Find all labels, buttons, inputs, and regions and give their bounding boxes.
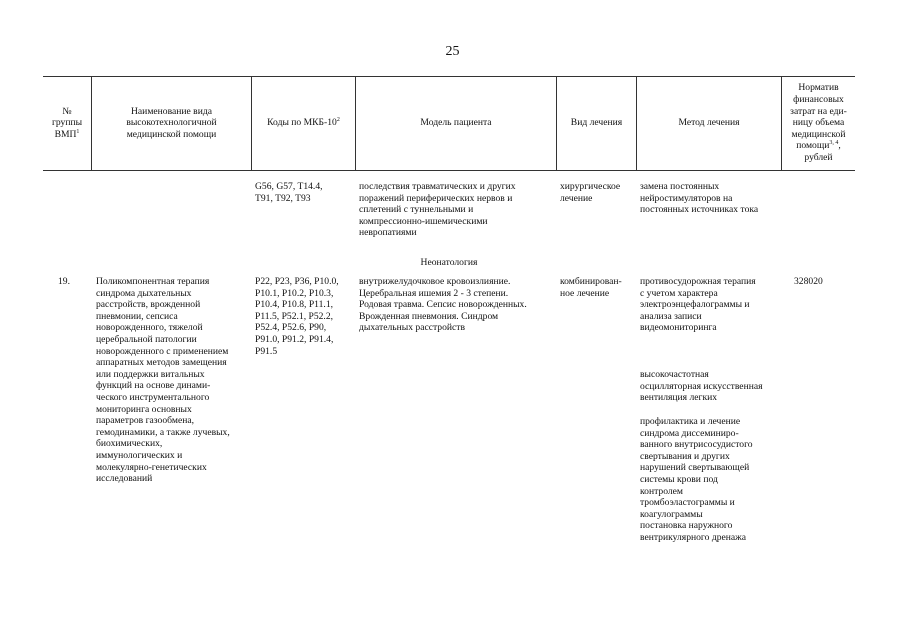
row-19-number: 19. bbox=[58, 276, 70, 287]
row-19-method-dic: профилактика и лечение синдрома диссеминиро- ванного внутрисосудистого свертывания и других нарушений свертывающей системы крови под контролем тромбоэластограммы и коагулограммы постановка наружного вентрикулярного дренажа bbox=[640, 416, 753, 543]
row-19-icd-codes: P22, P23, P36, P10.0, P10.1, P10.2, P10.3, P10.4, P10.8, P11.1, P11.5, P52.1, P52.2, P52.4, P52.6, P90, P91.0, P91.2, P91.4, P91.5 bbox=[255, 276, 339, 357]
row-19-vmp-name: Поликомпонентная терапия синдрома дыхательных расстройств, врожденной пневмонии, сепсиса новорожденного, тяжелой церебральной патологии новорожденного с применением аппаратных методов замещения или поддержки витальных функций на основе динами- ческого инструментального мониторинга основных параметров газообмена, гемодинамики, а также лучевых, биохимических, иммунологических и молекулярно-генетических исследований bbox=[96, 276, 230, 485]
table-top-border bbox=[43, 76, 855, 77]
header-group-number bbox=[43, 78, 91, 168]
section-title: Неонатология bbox=[420, 257, 478, 268]
table-header-bottom-border bbox=[43, 170, 855, 171]
header-vmp-name bbox=[92, 78, 251, 168]
header-cost-norm bbox=[782, 78, 855, 168]
continued-patient-model: последствия травматических и других поражений периферических нервов и сплетений с туннельными и компрессионно-ишемическими невропатиями bbox=[359, 181, 516, 239]
footnote-mark: 2 bbox=[336, 117, 340, 124]
continued-treatment-type: хирургическое лечение bbox=[560, 181, 621, 204]
footnote-mark: 1 bbox=[76, 128, 80, 135]
header-patient-model-text: Модель пациента bbox=[420, 117, 492, 129]
header-cost-norm-text: Норматив финансовых затрат на еди- ницу объема медицинской помощи bbox=[790, 82, 847, 152]
row-19-cost: 328020 bbox=[794, 276, 823, 287]
header-group-number-text: № группы ВМП bbox=[51, 105, 83, 140]
row-19-patient-model: внутрижелудочковое кровоизлияние. Церебральная ишемия 2 - 3 степени. Родовая травма. Сепсис новорожденных. Врожденная пневмония. Синдром дыхательных расстройств bbox=[359, 276, 527, 334]
row-19-method-anticonvulsant: противосудорожная терапия с учетом характера электроэнцефалограммы и анализа записи видеомониторинга bbox=[640, 276, 756, 334]
header-vmp-name-text: Наименование вида высокотехнологичной медицинской помощи bbox=[126, 105, 217, 140]
page-number: 25 bbox=[445, 44, 460, 59]
row-19-treatment-type: комбинирован- ное лечение bbox=[560, 276, 622, 299]
continued-treatment-method: замена постоянных нейростимуляторов на постоянных источниках тока bbox=[640, 181, 759, 216]
row-19-method-hfov: высокочастотная осцилляторная искусственная вентиляция легких bbox=[640, 369, 763, 404]
continued-codes: G56, G57, T14.4, T91, T92, T93 bbox=[255, 181, 323, 204]
header-patient-model bbox=[356, 78, 556, 168]
header-cost-norm-tail: , рублей bbox=[804, 140, 841, 163]
header-icd-codes-text: Коды по МКБ-10 bbox=[267, 117, 337, 129]
header-treatment-type-text: Вид лечения bbox=[570, 117, 623, 129]
header-icd-codes bbox=[252, 78, 355, 168]
header-treatment-type bbox=[557, 78, 636, 168]
header-treatment-method-text: Метод лечения bbox=[678, 117, 740, 129]
header-treatment-method bbox=[637, 78, 781, 168]
footnote-mark: 3, 4 bbox=[829, 140, 839, 147]
